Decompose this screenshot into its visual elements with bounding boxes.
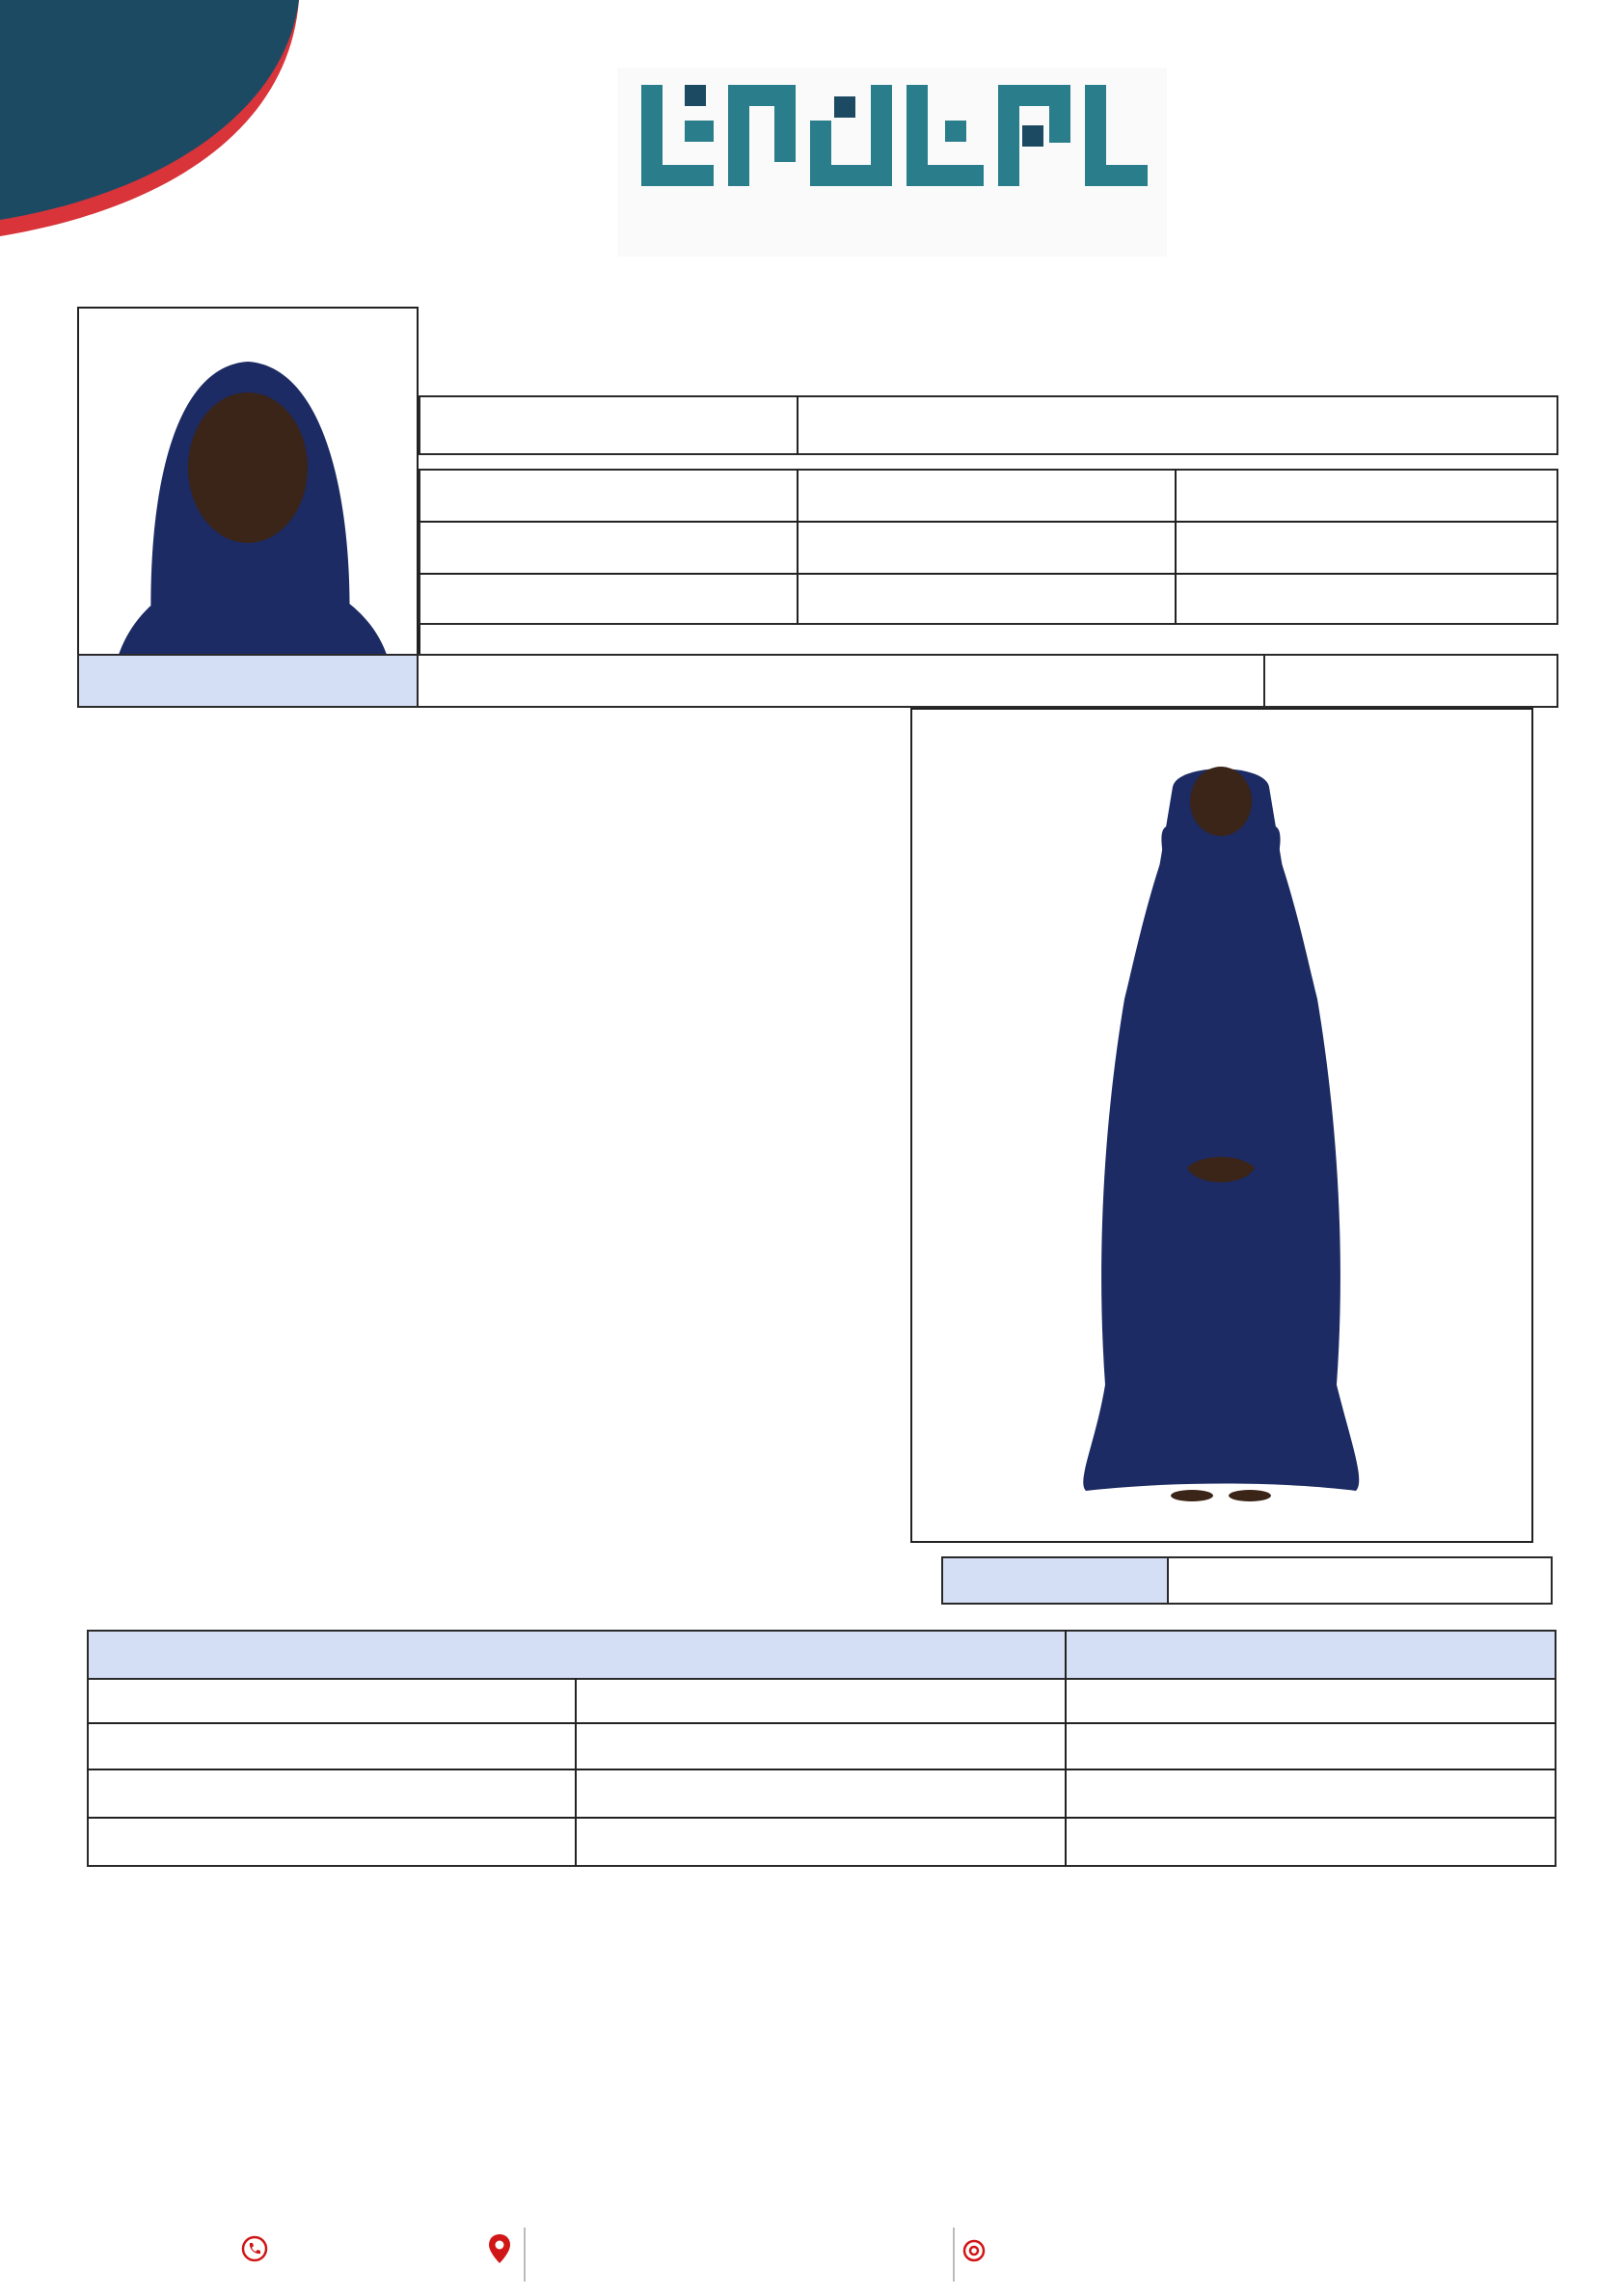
divider bbox=[575, 1678, 577, 1867]
corner-decoration bbox=[0, 0, 318, 241]
full-body-photo bbox=[912, 710, 1531, 1541]
full-body-photo-frame bbox=[910, 708, 1533, 1543]
contact-label-cell bbox=[941, 1556, 1169, 1605]
footer bbox=[241, 2228, 1302, 2285]
portrait-photo bbox=[79, 309, 417, 658]
divider bbox=[1065, 1630, 1067, 1680]
logo-wordmark-graphic bbox=[617, 68, 1167, 257]
position-table bbox=[419, 469, 1558, 625]
divider bbox=[419, 573, 1558, 575]
fullname-value-cell bbox=[417, 654, 1265, 708]
divider bbox=[1065, 1678, 1067, 1867]
company-logo bbox=[617, 68, 1167, 257]
email-icon bbox=[962, 2239, 986, 2262]
phone-icon bbox=[241, 2235, 268, 2262]
divider bbox=[87, 1817, 1556, 1819]
footer-divider-1 bbox=[524, 2228, 526, 2282]
fullname-label-cell bbox=[77, 654, 419, 708]
footer-divider-2 bbox=[953, 2228, 955, 2282]
contact-value-cell bbox=[1167, 1556, 1553, 1605]
location-pin-icon bbox=[488, 2233, 511, 2264]
fullname-ar-cell bbox=[1263, 654, 1558, 708]
divider bbox=[797, 395, 798, 455]
divider bbox=[1175, 469, 1177, 625]
work-grid bbox=[87, 1678, 1556, 1867]
date-applied-row bbox=[419, 395, 1558, 455]
divider bbox=[87, 1769, 1556, 1770]
work-header-cell bbox=[87, 1630, 1556, 1680]
divider bbox=[87, 1722, 1556, 1724]
divider bbox=[419, 625, 420, 654]
divider bbox=[797, 469, 798, 625]
portrait-photo-frame bbox=[77, 307, 419, 660]
divider bbox=[419, 521, 1558, 523]
